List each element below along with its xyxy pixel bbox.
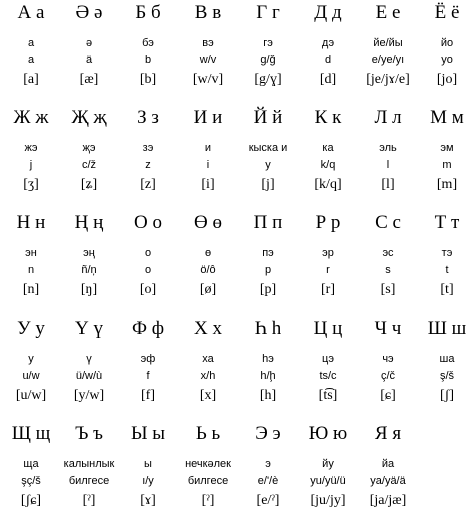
letter: Ч ч bbox=[374, 318, 402, 339]
letter: Р р bbox=[315, 212, 341, 233]
letter: Э э bbox=[255, 423, 281, 444]
letter-name: ха bbox=[202, 353, 214, 365]
transliteration: j bbox=[29, 159, 33, 171]
letter: Ь ь bbox=[195, 423, 221, 444]
letter-name: чэ bbox=[382, 353, 394, 365]
ipa-pronunciation: [ˀ] bbox=[82, 493, 96, 508]
letter-name: жэ bbox=[24, 142, 38, 154]
transliteration: k/q bbox=[320, 159, 336, 171]
letter: Д д bbox=[314, 2, 342, 23]
transliteration: ñ/ņ bbox=[81, 264, 97, 276]
transliteration: w/v bbox=[199, 54, 217, 66]
ipa-pronunciation: [i] bbox=[201, 177, 215, 192]
letter-name: ә bbox=[85, 37, 93, 49]
transliteration: m bbox=[442, 159, 452, 171]
ipa-pronunciation: [w/v] bbox=[192, 72, 224, 87]
letter: Е е bbox=[375, 2, 401, 23]
ipa-pronunciation: [l] bbox=[381, 177, 395, 192]
ipa-pronunciation: [b] bbox=[139, 72, 157, 87]
transliteration: l bbox=[386, 159, 390, 171]
letter: Ш ш bbox=[427, 318, 467, 339]
letter: У у bbox=[17, 318, 45, 339]
letter-name: вэ bbox=[202, 37, 214, 49]
transliteration: şç/š bbox=[21, 475, 41, 487]
transliteration: ts/c bbox=[319, 370, 337, 382]
letter: Ъ ъ bbox=[75, 423, 103, 444]
letter: Я я bbox=[374, 423, 402, 444]
transliteration: s bbox=[385, 264, 391, 276]
transliteration: yo bbox=[441, 54, 453, 66]
letter: Ә ә bbox=[75, 2, 103, 23]
ipa-pronunciation: [r] bbox=[321, 282, 335, 297]
ipa-pronunciation: [f] bbox=[141, 388, 155, 403]
ipa-pronunciation: [ju/jy] bbox=[310, 493, 346, 508]
letter-name: и bbox=[204, 142, 212, 154]
ipa-pronunciation: [ʃ] bbox=[440, 388, 454, 403]
letter: Ү ү bbox=[75, 318, 103, 339]
letter-name: эль bbox=[379, 142, 397, 154]
letter-name: калынлык билгесе bbox=[63, 458, 115, 487]
letter-name: ка bbox=[322, 142, 334, 154]
letter-name: тэ bbox=[441, 247, 453, 259]
letter-name: ө bbox=[204, 247, 212, 259]
letter: Х х bbox=[194, 318, 222, 339]
transliteration: o bbox=[144, 264, 152, 276]
letter: Ф ф bbox=[131, 318, 165, 339]
ipa-pronunciation: [e/ˀ] bbox=[256, 493, 280, 508]
letter-name: эн bbox=[25, 247, 37, 259]
letter-name: цэ bbox=[322, 353, 334, 365]
ipa-pronunciation: [æ] bbox=[79, 72, 99, 87]
transliteration: ç/č bbox=[380, 370, 396, 382]
letter: В в bbox=[194, 2, 222, 23]
transliteration: n bbox=[27, 264, 35, 276]
letter-name: бэ bbox=[142, 37, 154, 49]
letter: С с bbox=[375, 212, 401, 233]
transliteration: i bbox=[206, 159, 210, 171]
letter: Г г bbox=[256, 2, 280, 23]
transliteration: ş/š bbox=[439, 370, 455, 382]
transliteration: z bbox=[145, 159, 151, 171]
letter: Җ җ bbox=[71, 107, 107, 128]
transliteration: p bbox=[264, 264, 272, 276]
transliteration: g/ğ bbox=[260, 54, 276, 66]
letter: П п bbox=[253, 212, 283, 233]
letter-name: йо bbox=[440, 37, 454, 49]
letter: К к bbox=[314, 107, 342, 128]
ipa-pronunciation: [ˀ] bbox=[201, 493, 215, 508]
letter-name: ща bbox=[23, 458, 39, 470]
letter-name: ша bbox=[439, 353, 455, 365]
ipa-pronunciation: [ŋ] bbox=[80, 282, 98, 297]
letter: Ө ө bbox=[194, 212, 222, 233]
transliteration: yu/yü/ü bbox=[310, 475, 346, 487]
transliteration: x/h bbox=[200, 370, 216, 382]
ipa-pronunciation: [h] bbox=[259, 388, 277, 403]
ipa-pronunciation: [ʒ] bbox=[23, 177, 39, 192]
transliteration: a bbox=[27, 54, 35, 66]
transliteration: y bbox=[265, 159, 271, 171]
letter: З з bbox=[137, 107, 159, 128]
letter-name: эм bbox=[440, 142, 454, 154]
ipa-pronunciation: [ɕ] bbox=[380, 388, 396, 403]
letter: Л л bbox=[374, 107, 402, 128]
ipa-pronunciation: [ɤ] bbox=[140, 493, 156, 508]
transliteration: ya/yä/ä bbox=[370, 475, 406, 487]
letter: Т т bbox=[434, 212, 460, 233]
ipa-pronunciation: [y/w] bbox=[73, 388, 105, 403]
letter: Ж ж bbox=[13, 107, 49, 128]
ipa-pronunciation: [j] bbox=[261, 177, 275, 192]
letter-name: пэ bbox=[262, 247, 274, 259]
transliteration: r bbox=[326, 264, 330, 276]
ipa-pronunciation: [p] bbox=[259, 282, 277, 297]
ipa-pronunciation: [z] bbox=[140, 177, 156, 192]
transliteration: ı/y bbox=[142, 475, 154, 487]
letter-name: җэ bbox=[82, 142, 96, 154]
letter-name: йа bbox=[381, 458, 395, 470]
transliteration: e/'/è bbox=[257, 475, 279, 487]
transliteration: ü/w/ù bbox=[75, 370, 103, 382]
transliteration: u/w bbox=[22, 370, 40, 382]
ipa-pronunciation: [ʃɕ] bbox=[20, 493, 42, 508]
transliteration: t bbox=[445, 264, 449, 276]
ipa-pronunciation: [x] bbox=[199, 388, 217, 403]
letter-name: э bbox=[265, 458, 271, 470]
letter: Ц ц bbox=[313, 318, 343, 339]
letter: Ң ң bbox=[74, 212, 104, 233]
transliteration: d bbox=[324, 54, 332, 66]
letter-name: гэ bbox=[263, 37, 273, 49]
letter: Ы ы bbox=[130, 423, 166, 444]
letter: Ю ю bbox=[308, 423, 348, 444]
letter: Н н bbox=[16, 212, 46, 233]
letter-name: нечкәлек билгесе bbox=[185, 458, 231, 487]
letter-name: зэ bbox=[142, 142, 154, 154]
ipa-pronunciation: [m] bbox=[436, 177, 458, 192]
letter-name: йу bbox=[322, 458, 334, 470]
letter: Һ һ bbox=[254, 318, 282, 339]
ipa-pronunciation: [a] bbox=[23, 72, 39, 87]
ipa-pronunciation: [s] bbox=[380, 282, 396, 297]
transliteration: e/ye/yı bbox=[371, 54, 405, 66]
letter: И и bbox=[193, 107, 223, 128]
letter-name: у bbox=[28, 353, 34, 365]
letter-name: эр bbox=[322, 247, 334, 259]
ipa-pronunciation: [ø] bbox=[199, 282, 217, 297]
ipa-pronunciation: [g/ɣ] bbox=[254, 72, 282, 87]
letter-name: һэ bbox=[262, 353, 274, 365]
letter-name: дэ bbox=[321, 37, 335, 49]
letter-name: о bbox=[144, 247, 152, 259]
ipa-pronunciation: [u/w] bbox=[15, 388, 47, 403]
letter: Б б bbox=[135, 2, 161, 23]
transliteration: b bbox=[144, 54, 152, 66]
ipa-pronunciation: [t] bbox=[440, 282, 454, 297]
ipa-pronunciation: [ʑ] bbox=[80, 177, 98, 192]
ipa-pronunciation: [d] bbox=[319, 72, 337, 87]
letter: М м bbox=[430, 107, 464, 128]
transliteration: ö/ô bbox=[200, 264, 216, 276]
ipa-pronunciation: [je/jɤ/e] bbox=[366, 72, 410, 87]
letter-name: эң bbox=[83, 247, 95, 259]
letter-name: кыска и bbox=[248, 142, 288, 154]
letter-name: йе/йы bbox=[373, 37, 403, 49]
letter: О о bbox=[134, 212, 162, 233]
letter: Щ щ bbox=[11, 423, 51, 444]
ipa-pronunciation: [jo] bbox=[436, 72, 458, 87]
letter-name: ү bbox=[86, 353, 92, 365]
letter-name: эс bbox=[382, 247, 394, 259]
letter: Й й bbox=[253, 107, 283, 128]
letter-name: ы bbox=[144, 458, 152, 470]
ipa-pronunciation: [n] bbox=[22, 282, 40, 297]
letter-name: эф bbox=[140, 353, 156, 365]
ipa-pronunciation: [o] bbox=[139, 282, 157, 297]
letter: А а bbox=[17, 2, 45, 23]
transliteration: f bbox=[146, 370, 150, 382]
transliteration: ä bbox=[85, 54, 93, 66]
letter: Ё ё bbox=[434, 2, 460, 23]
letter-name: а bbox=[27, 37, 35, 49]
transliteration: h/ḩ bbox=[260, 370, 276, 382]
ipa-pronunciation: [t͡s] bbox=[318, 388, 338, 403]
ipa-pronunciation: [ja/jæ] bbox=[369, 493, 407, 508]
ipa-pronunciation: [k/q] bbox=[314, 177, 342, 192]
transliteration: c/ž bbox=[81, 159, 97, 171]
